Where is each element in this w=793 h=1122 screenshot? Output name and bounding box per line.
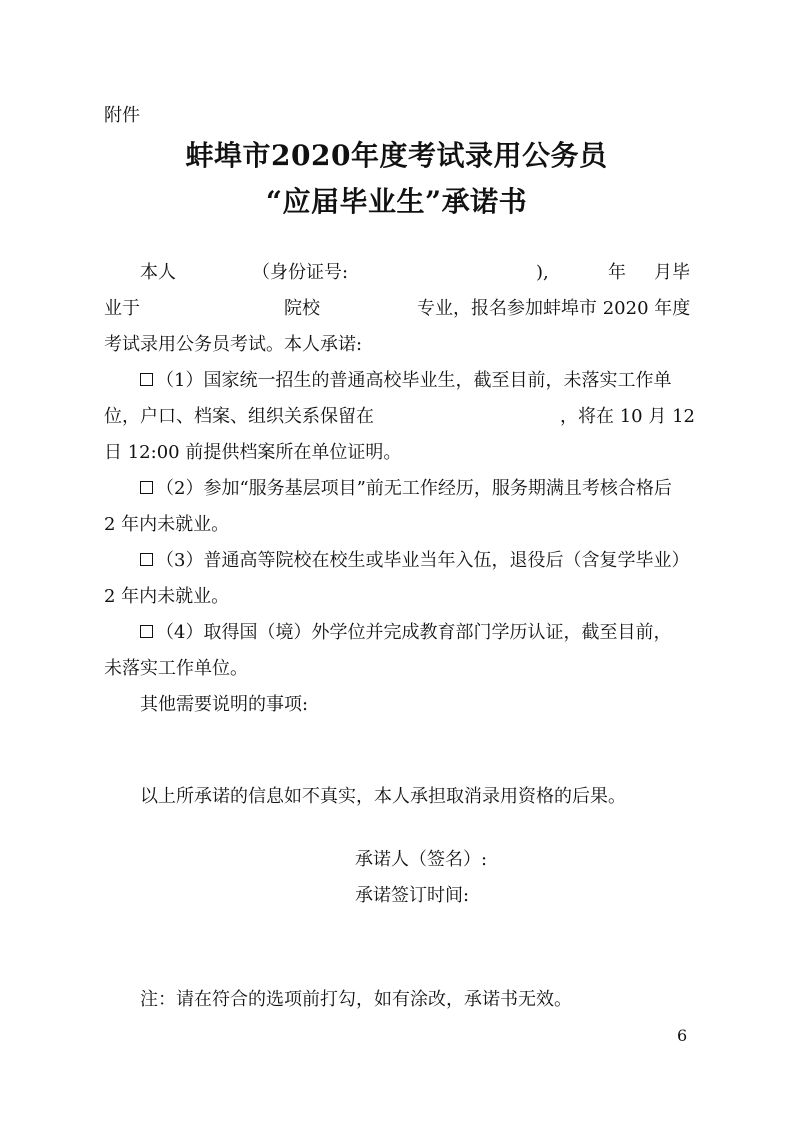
option-1-line-2 xyxy=(104,399,695,435)
option-1-line-3 xyxy=(104,435,690,471)
intro-promise: 考试录用公务员考试。本人承诺: xyxy=(104,334,363,355)
title-line-1: 蚌埠市2020年度考试录用公务员 xyxy=(185,139,608,172)
option-4-line-1 xyxy=(104,615,690,651)
option-4-text: （4）取得国（境）外学位并完成教育部门学历认证，截至目前， xyxy=(156,622,672,643)
date-label: 承诺签订时间: xyxy=(355,885,470,906)
option-1-checkbox[interactable] xyxy=(140,373,153,386)
option-4-line-2 xyxy=(104,651,690,687)
note-text: 注：请在符合的选项前打勾，如有涂改，承诺书无效。 xyxy=(140,989,572,1010)
option-2-checkbox[interactable] xyxy=(140,481,153,494)
other-matters-line xyxy=(104,687,690,723)
declaration-text: 以上所承诺的信息如不真实，本人承担取消录用资格的后果。 xyxy=(140,786,626,807)
option-3-line-2 xyxy=(104,579,690,615)
option-1-text-3: 日 12:00 前提供档案所在单位证明。 xyxy=(104,442,402,463)
option-1-text-2a: 位，户口、档案、组织关系保留在 xyxy=(104,406,374,427)
signature-label: 承诺人（签名）: xyxy=(355,849,488,870)
option-2-line-1 xyxy=(104,471,690,507)
intro-year: 年 xyxy=(608,262,626,283)
intro-line-2 xyxy=(104,291,690,327)
intro-month: 月毕 xyxy=(654,262,690,283)
attachment-label: 附件 xyxy=(104,105,140,126)
intro-line-1 xyxy=(104,255,690,291)
option-4-checkbox[interactable] xyxy=(140,625,153,638)
other-matters-label: 其他需要说明的事项: xyxy=(140,694,309,715)
intro-line-3 xyxy=(104,327,690,363)
option-1-line-1 xyxy=(104,363,690,399)
intro-id-label: （身份证号: xyxy=(252,262,349,283)
option-3-text: （3）普通高等院校在校生或毕业当年入伍，退役后（含复学毕业） xyxy=(156,550,690,571)
option-1-text-2b: ，将在 10 月 12 xyxy=(560,406,695,427)
intro-school: 院校 xyxy=(284,298,320,319)
option-2-text: （2）参加“服务基层项目”前无工作经历，服务期满且考核合格后 xyxy=(156,478,672,499)
option-2-line-2 xyxy=(104,507,690,543)
intro-self: 本人 xyxy=(140,262,176,283)
intro-graduated: 业于 xyxy=(104,298,140,319)
option-4-text-2: 未落实工作单位。 xyxy=(104,658,248,679)
declaration-line xyxy=(104,779,690,815)
title-line-2: “应届毕业生”承诺书 xyxy=(265,185,528,218)
intro-id-close: ), xyxy=(536,262,549,283)
option-1-text: （1）国家统一招生的普通高校毕业生，截至目前，未落实工作单 xyxy=(156,370,672,391)
intro-major: 专业，报名参加蚌埠市 2020 年度 xyxy=(417,298,691,319)
option-3-line-1 xyxy=(104,543,690,579)
note-line xyxy=(104,982,690,1018)
option-2-text-2: 2 年内未就业。 xyxy=(104,514,230,535)
option-3-text-2: 2 年内未就业。 xyxy=(104,586,230,607)
page-number: 6 xyxy=(677,1026,688,1045)
option-3-checkbox[interactable] xyxy=(140,553,153,566)
